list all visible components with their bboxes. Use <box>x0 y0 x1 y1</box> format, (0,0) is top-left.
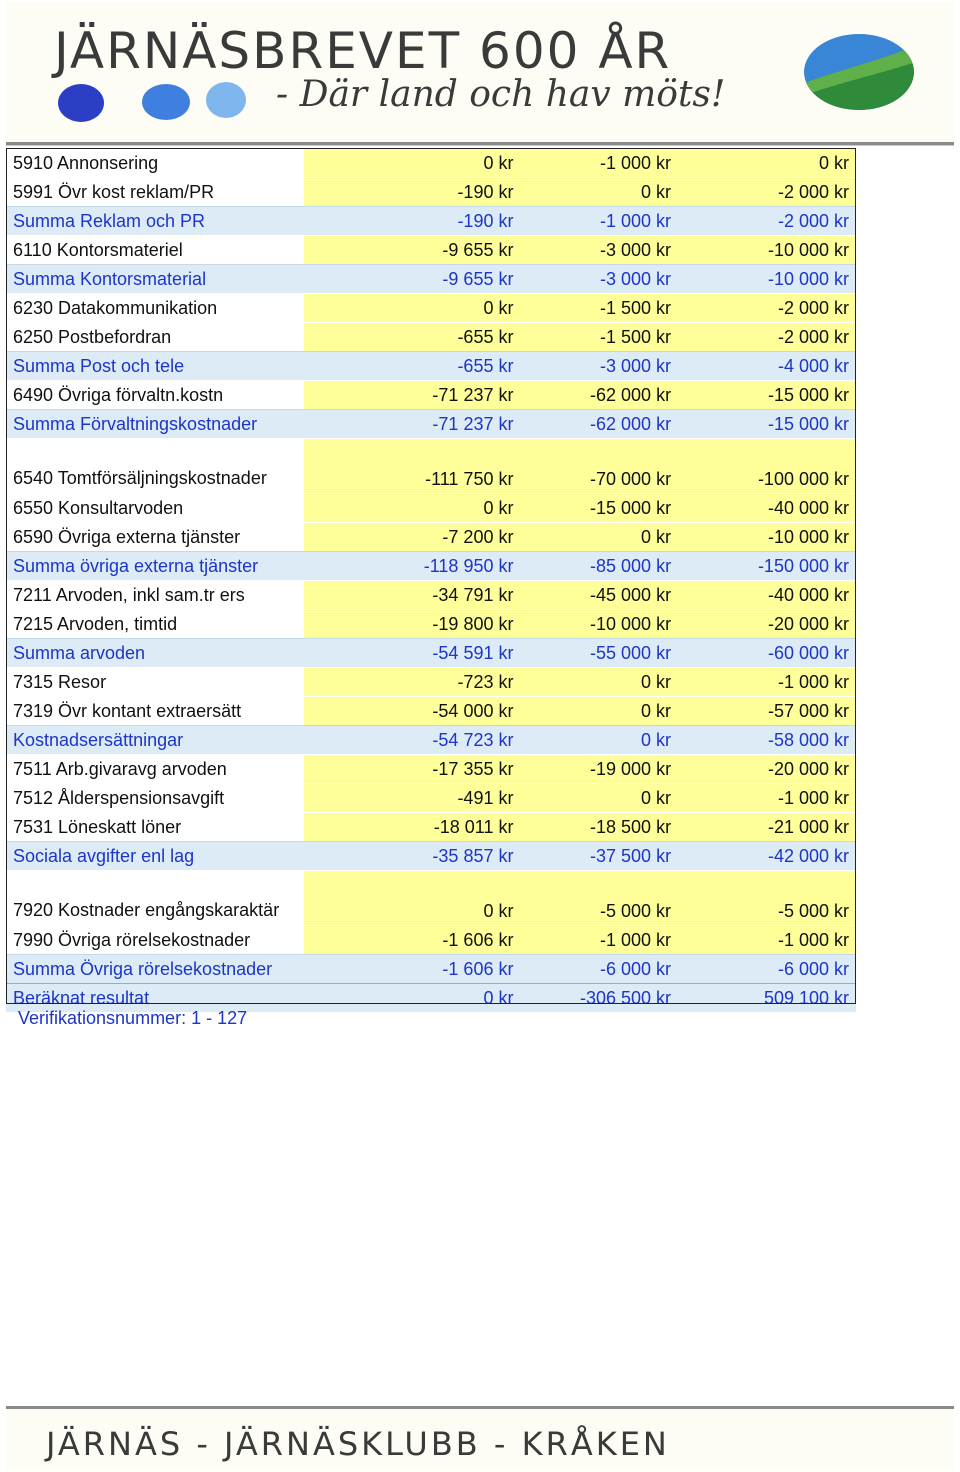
blue-dot-icon <box>142 84 190 120</box>
forecast-cell: -21 000 kr <box>678 813 856 842</box>
summary-row <box>6 842 856 871</box>
forecast-cell: -2 000 kr <box>678 294 856 323</box>
forecast-cell: -1 000 kr <box>678 926 856 955</box>
banner-title: JÄRNÄSBREVET 600 ÅR <box>54 22 672 80</box>
outcome-cell: -655 kr <box>304 323 521 352</box>
table-row <box>6 294 856 323</box>
outcome-cell: -723 kr <box>304 668 521 697</box>
forecast-cell: -4 000 kr <box>678 352 856 381</box>
outcome-cell: -491 kr <box>304 784 521 813</box>
account-label: 6550 Konsultarvoden <box>6 494 304 523</box>
forecast-cell: -10 000 kr <box>678 236 856 265</box>
account-label: 7531 Löneskatt löner <box>6 813 304 842</box>
budget-cell: -70 000 kr <box>520 439 678 494</box>
table-row <box>6 236 856 265</box>
forecast-cell: 0 kr <box>678 149 856 178</box>
budget-cell: -62 000 kr <box>520 410 678 439</box>
outcome-cell: -54 000 kr <box>304 697 521 726</box>
outcome-cell: -71 237 kr <box>304 410 521 439</box>
table-row <box>6 871 856 926</box>
forecast-cell: -1 000 kr <box>678 784 856 813</box>
budget-cell: -1 500 kr <box>520 294 678 323</box>
footer-text: JÄRNÄS - JÄRNÄSKLUBB - KRÅKEN <box>46 1425 670 1463</box>
outcome-cell: -9 655 kr <box>304 265 521 294</box>
account-label: Beräknat resultat <box>6 984 304 1013</box>
account-label: 7211 Arvoden, inkl sam.tr ers <box>6 581 304 610</box>
forecast-cell: -15 000 kr <box>678 410 856 439</box>
budget-cell: -19 000 kr <box>520 755 678 784</box>
summary-row <box>6 207 856 236</box>
forecast-cell: -20 000 kr <box>678 610 856 639</box>
forecast-cell: -6 000 kr <box>678 955 856 984</box>
blue-dot-icon <box>58 84 104 122</box>
table-row <box>6 494 856 523</box>
budget-cell: -1 000 kr <box>520 149 678 178</box>
budget-cell: -5 000 kr <box>520 871 678 926</box>
outcome-cell: 0 kr <box>304 294 521 323</box>
budget-cell: -10 000 kr <box>520 610 678 639</box>
budget-cell: 0 kr <box>520 697 678 726</box>
account-label: Summa övriga externa tjänster <box>6 552 304 581</box>
verification-number: Verifikationsnummer: 1 - 127 <box>18 1008 248 1028</box>
budget-cell: -15 000 kr <box>520 494 678 523</box>
budget-cell: 0 kr <box>520 178 678 207</box>
account-label: 7512 Ålderspensionsavgift <box>6 784 304 813</box>
summary-row <box>6 639 856 668</box>
forecast-cell: -42 000 kr <box>678 842 856 871</box>
forecast-cell: -2 000 kr <box>678 323 856 352</box>
forecast-cell: -40 000 kr <box>678 581 856 610</box>
account-label: Summa Reklam och PR <box>6 207 304 236</box>
account-label: 7920 Kostnader engångskaraktär <box>6 871 304 926</box>
page-footer-banner <box>6 1406 954 1471</box>
account-label: 6230 Datakommunikation <box>6 294 304 323</box>
light-blue-dot-icon <box>206 82 246 118</box>
summary-row <box>6 955 856 984</box>
summary-row <box>6 352 856 381</box>
table-row <box>6 178 856 207</box>
budget-cell: -1 000 kr <box>520 926 678 955</box>
summary-row <box>6 410 856 439</box>
outcome-cell: -54 723 kr <box>304 726 521 755</box>
table-row <box>6 755 856 784</box>
table-row <box>6 697 856 726</box>
account-label: 7215 Arvoden, timtid <box>6 610 304 639</box>
budget-table <box>6 148 856 1012</box>
outcome-cell: -118 950 kr <box>304 552 521 581</box>
budget-cell: -306 500 kr <box>520 984 678 1013</box>
account-label: Sociala avgifter enl lag <box>6 842 304 871</box>
budget-cell: -3 000 kr <box>520 236 678 265</box>
outcome-cell: 0 kr <box>304 984 521 1013</box>
forecast-cell: -60 000 kr <box>678 639 856 668</box>
account-label: Summa Post och tele <box>6 352 304 381</box>
budget-cell: -3 000 kr <box>520 265 678 294</box>
banner-subtitle: - Där land och hav möts! <box>276 74 726 115</box>
table-row <box>6 668 856 697</box>
budget-cell: -1 500 kr <box>520 323 678 352</box>
forecast-cell: -10 000 kr <box>678 265 856 294</box>
outcome-cell: -17 355 kr <box>304 755 521 784</box>
account-label: Summa Kontorsmaterial <box>6 265 304 294</box>
table-row <box>6 926 856 955</box>
forecast-cell: -40 000 kr <box>678 494 856 523</box>
outcome-cell: -655 kr <box>304 352 521 381</box>
table-row <box>6 581 856 610</box>
forecast-cell: -2 000 kr <box>678 178 856 207</box>
table-row <box>6 610 856 639</box>
account-label: Summa Förvaltningskostnader <box>6 410 304 439</box>
account-label: 7990 Övriga rörelsekostnader <box>6 926 304 955</box>
budget-cell: -1 000 kr <box>520 207 678 236</box>
table-row <box>6 323 856 352</box>
account-label: 7315 Resor <box>6 668 304 697</box>
budget-cell: -85 000 kr <box>520 552 678 581</box>
account-label: 5991 Övr kost reklam/PR <box>6 178 304 207</box>
forecast-cell: -57 000 kr <box>678 697 856 726</box>
forecast-cell: -58 000 kr <box>678 726 856 755</box>
account-label: 7319 Övr kontant extraersätt <box>6 697 304 726</box>
outcome-cell: -18 011 kr <box>304 813 521 842</box>
account-label: Summa Övriga rörelsekostnader <box>6 955 304 984</box>
budget-cell: -55 000 kr <box>520 639 678 668</box>
outcome-cell: -190 kr <box>304 207 521 236</box>
forecast-cell: -20 000 kr <box>678 755 856 784</box>
forecast-cell: -2 000 kr <box>678 207 856 236</box>
table-row <box>6 813 856 842</box>
outcome-cell: -1 606 kr <box>304 955 521 984</box>
budget-cell: -45 000 kr <box>520 581 678 610</box>
page-header-banner <box>6 2 954 145</box>
budget-cell: -37 500 kr <box>520 842 678 871</box>
forecast-cell: -5 000 kr <box>678 871 856 926</box>
summary-row <box>6 726 856 755</box>
outcome-cell: -54 591 kr <box>304 639 521 668</box>
account-label: 6540 Tomtförsäljningskostnader <box>6 439 304 494</box>
account-label: 6490 Övriga förvaltn.kostn <box>6 381 304 410</box>
account-label: Kostnadsersättningar <box>6 726 304 755</box>
budget-cell: 0 kr <box>520 523 678 552</box>
table-row <box>6 149 856 178</box>
forecast-cell: 509 100 kr <box>678 984 856 1013</box>
summary-row <box>6 552 856 581</box>
table-row <box>6 523 856 552</box>
table-row <box>6 784 856 813</box>
forecast-cell: -15 000 kr <box>678 381 856 410</box>
budget-cell: -18 500 kr <box>520 813 678 842</box>
account-label: 6250 Postbefordran <box>6 323 304 352</box>
outcome-cell: 0 kr <box>304 149 521 178</box>
budget-cell: 0 kr <box>520 726 678 755</box>
outcome-cell: -71 237 kr <box>304 381 521 410</box>
account-label: 7511 Arb.givaravg arvoden <box>6 755 304 784</box>
globe-logo-icon <box>802 32 916 112</box>
forecast-cell: -150 000 kr <box>678 552 856 581</box>
outcome-cell: -19 800 kr <box>304 610 521 639</box>
outcome-cell: -35 857 kr <box>304 842 521 871</box>
outcome-cell: 0 kr <box>304 871 521 926</box>
forecast-cell: -100 000 kr <box>678 439 856 494</box>
outcome-cell: 0 kr <box>304 494 521 523</box>
table-row <box>6 381 856 410</box>
account-label: 5910 Annonsering <box>6 149 304 178</box>
budget-cell: -62 000 kr <box>520 381 678 410</box>
account-label: 6110 Kontorsmateriel <box>6 236 304 265</box>
summary-row <box>6 265 856 294</box>
account-label: Summa arvoden <box>6 639 304 668</box>
table-row <box>6 439 856 494</box>
budget-cell: 0 kr <box>520 784 678 813</box>
forecast-cell: -1 000 kr <box>678 668 856 697</box>
outcome-cell: -190 kr <box>304 178 521 207</box>
budget-cell: -6 000 kr <box>520 955 678 984</box>
outcome-cell: -1 606 kr <box>304 926 521 955</box>
forecast-cell: -10 000 kr <box>678 523 856 552</box>
budget-cell: 0 kr <box>520 668 678 697</box>
budget-cell: -3 000 kr <box>520 352 678 381</box>
outcome-cell: -34 791 kr <box>304 581 521 610</box>
account-label: 6590 Övriga externa tjänster <box>6 523 304 552</box>
outcome-cell: -9 655 kr <box>304 236 521 265</box>
outcome-cell: -111 750 kr <box>304 439 521 494</box>
outcome-cell: -7 200 kr <box>304 523 521 552</box>
